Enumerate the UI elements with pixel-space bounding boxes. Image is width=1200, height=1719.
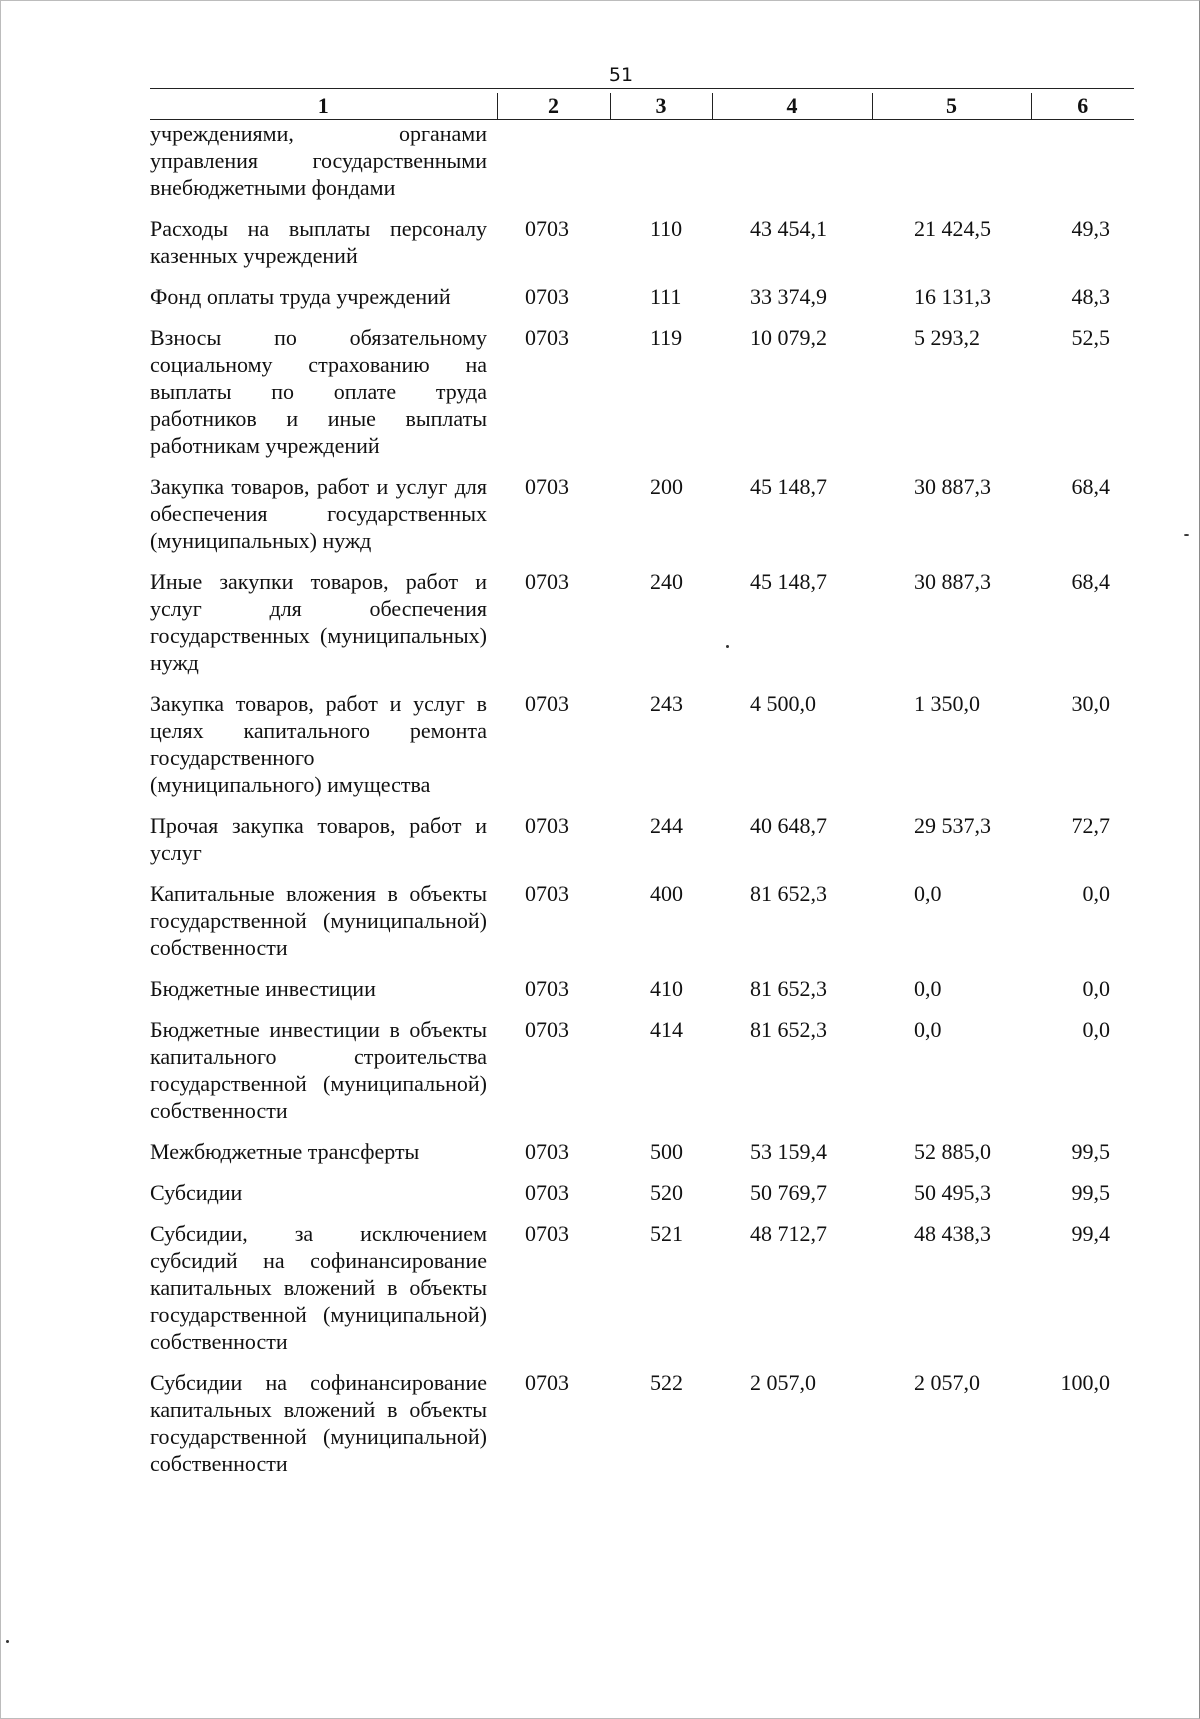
row-execution-percent: 0,0 — [1082, 881, 1110, 906]
table-top-rule — [150, 88, 1134, 89]
row-section-code: 0703 — [525, 813, 569, 838]
row-executed-amount: 1 350,0 — [914, 691, 980, 716]
table-row — [150, 812, 1134, 880]
row-name: Субсидии, за исключением субсидий на софинансирование капитальных вложений в объекты государственной (муниципальной) собственности — [150, 1221, 487, 1354]
table-row — [150, 1220, 1134, 1369]
row-execution-percent: 68,4 — [1071, 474, 1110, 499]
table-row — [150, 473, 1134, 568]
row-planned-amount: 4 500,0 — [750, 691, 816, 716]
row-expense-kind: 400 — [650, 881, 683, 906]
header-col-4: 4 — [712, 93, 872, 120]
header-col-6: 6 — [1031, 93, 1134, 120]
row-expense-kind: 244 — [650, 813, 683, 838]
row-name: Закупка товаров, работ и услуг для обеспечения государственных (муниципальных) нужд — [150, 474, 487, 553]
row-section-code: 0703 — [525, 569, 569, 594]
row-expense-kind: 240 — [650, 569, 683, 594]
row-name: Субсидии — [150, 1180, 243, 1205]
row-name: Иные закупки товаров, работ и услуг для обеспечения государственных (муниципальных) нужд — [150, 569, 487, 675]
row-name: Прочая закупка товаров, работ и услуг — [150, 813, 487, 865]
row-executed-amount: 30 887,3 — [914, 474, 991, 499]
scan-speck — [1184, 534, 1189, 536]
row-executed-amount: 21 424,5 — [914, 216, 991, 241]
row-name: Капитальные вложения в объекты государственной (муниципальной) собственности — [150, 881, 487, 960]
row-executed-amount: 50 495,3 — [914, 1180, 991, 1205]
row-planned-amount: 53 159,4 — [750, 1139, 827, 1164]
row-expense-kind: 111 — [650, 284, 682, 309]
row-name: Расходы на выплаты персоналу казенных учреждений — [150, 216, 487, 268]
row-execution-percent: 30,0 — [1071, 691, 1110, 716]
header-col-1: 1 — [150, 93, 497, 120]
row-name: Фонд оплаты труда учреждений — [150, 284, 451, 309]
row-execution-percent: 0,0 — [1082, 976, 1110, 1001]
table-row — [150, 215, 1134, 283]
row-executed-amount: 30 887,3 — [914, 569, 991, 594]
row-executed-amount: 48 438,3 — [914, 1221, 991, 1246]
row-planned-amount: 45 148,7 — [750, 569, 827, 594]
table-row — [150, 690, 1134, 812]
header-col-5: 5 — [872, 93, 1031, 120]
row-planned-amount: 81 652,3 — [750, 976, 827, 1001]
row-executed-amount: 0,0 — [914, 976, 942, 1001]
row-section-code: 0703 — [525, 1370, 569, 1395]
row-expense-kind: 521 — [650, 1221, 683, 1246]
header-col-2: 2 — [497, 93, 610, 120]
row-execution-percent: 100,0 — [1060, 1370, 1110, 1395]
row-section-code: 0703 — [525, 1221, 569, 1246]
row-expense-kind: 520 — [650, 1180, 683, 1205]
table-row — [150, 283, 1134, 324]
row-executed-amount: 5 293,2 — [914, 325, 980, 350]
table-row — [150, 120, 1134, 216]
row-expense-kind: 119 — [650, 325, 683, 350]
row-name: Закупка товаров, работ и услуг в целях капитального ремонта государственного (муниципального) имущества — [150, 691, 487, 797]
row-planned-amount: 43 454,1 — [750, 216, 827, 241]
row-execution-percent: 99,5 — [1071, 1180, 1110, 1205]
table-row — [150, 568, 1134, 690]
row-name: Бюджетные инвестиции в объекты капитального строительства государственной (муниципальной) собственности — [150, 1017, 487, 1123]
row-execution-percent: 99,4 — [1071, 1221, 1110, 1246]
row-expense-kind: 243 — [650, 691, 683, 716]
row-section-code: 0703 — [525, 1017, 569, 1042]
row-section-code: 0703 — [525, 691, 569, 716]
row-section-code — [497, 120, 610, 216]
table-row — [150, 1138, 1134, 1179]
row-planned-amount — [712, 120, 872, 216]
table-row — [150, 1179, 1134, 1220]
row-name: Взносы по обязательному социальному страхованию на выплаты по оплате труда работников и иные выплаты работникам учреждений — [150, 325, 487, 458]
header-row — [150, 93, 1134, 120]
row-expense-kind: 200 — [650, 474, 683, 499]
table-row — [150, 880, 1134, 975]
row-planned-amount: 50 769,7 — [750, 1180, 827, 1205]
row-name: Межбюджетные трансферты — [150, 1139, 420, 1164]
row-executed-amount: 0,0 — [914, 1017, 942, 1042]
row-expense-kind: 522 — [650, 1370, 683, 1395]
row-expense-kind: 414 — [650, 1017, 683, 1042]
row-executed-amount — [872, 120, 1031, 216]
row-execution-percent: 52,5 — [1071, 325, 1110, 350]
row-executed-amount: 2 057,0 — [914, 1370, 980, 1395]
table-header — [150, 93, 1134, 120]
table-row — [150, 1369, 1134, 1491]
row-executed-amount: 52 885,0 — [914, 1139, 991, 1164]
row-planned-amount: 10 079,2 — [750, 325, 827, 350]
row-planned-amount: 81 652,3 — [750, 1017, 827, 1042]
row-name: Бюджетные инвестиции — [150, 976, 376, 1001]
row-execution-percent — [1031, 120, 1134, 216]
scan-speck — [6, 1640, 9, 1643]
row-execution-percent: 0,0 — [1082, 1017, 1110, 1042]
row-execution-percent: 48,3 — [1071, 284, 1110, 309]
row-name: Субсидии на софинансирование капитальных вложений в объекты государственной (муниципальной) собственности — [150, 1370, 487, 1476]
row-planned-amount: 40 648,7 — [750, 813, 827, 838]
row-planned-amount: 48 712,7 — [750, 1221, 827, 1246]
row-execution-percent: 99,5 — [1071, 1139, 1110, 1164]
row-section-code: 0703 — [525, 881, 569, 906]
table-row — [150, 324, 1134, 473]
row-executed-amount: 29 537,3 — [914, 813, 991, 838]
row-execution-percent: 49,3 — [1071, 216, 1110, 241]
row-section-code: 0703 — [525, 1139, 569, 1164]
budget-table — [150, 93, 1134, 1491]
row-planned-amount: 33 374,9 — [750, 284, 827, 309]
row-section-code: 0703 — [525, 216, 569, 241]
row-executed-amount: 16 131,3 — [914, 284, 991, 309]
row-expense-kind — [610, 120, 712, 216]
page-number: 51 — [608, 64, 634, 86]
row-section-code: 0703 — [525, 325, 569, 350]
row-executed-amount: 0,0 — [914, 881, 942, 906]
header-col-3: 3 — [610, 93, 712, 120]
row-section-code: 0703 — [525, 1180, 569, 1205]
table-row — [150, 975, 1134, 1016]
row-planned-amount: 45 148,7 — [750, 474, 827, 499]
row-section-code: 0703 — [525, 976, 569, 1001]
row-planned-amount: 2 057,0 — [750, 1370, 816, 1395]
scan-speck — [726, 645, 729, 648]
row-execution-percent: 72,7 — [1071, 813, 1110, 838]
row-expense-kind: 410 — [650, 976, 683, 1001]
row-execution-percent: 68,4 — [1071, 569, 1110, 594]
row-section-code: 0703 — [525, 474, 569, 499]
row-expense-kind: 500 — [650, 1139, 683, 1164]
row-planned-amount: 81 652,3 — [750, 881, 827, 906]
table-body — [150, 120, 1134, 1492]
row-section-code: 0703 — [525, 284, 569, 309]
row-name: учреждениями, органами управления государственными внебюджетными фондами — [150, 121, 487, 200]
row-expense-kind: 110 — [650, 216, 683, 241]
table-row — [150, 1016, 1134, 1138]
